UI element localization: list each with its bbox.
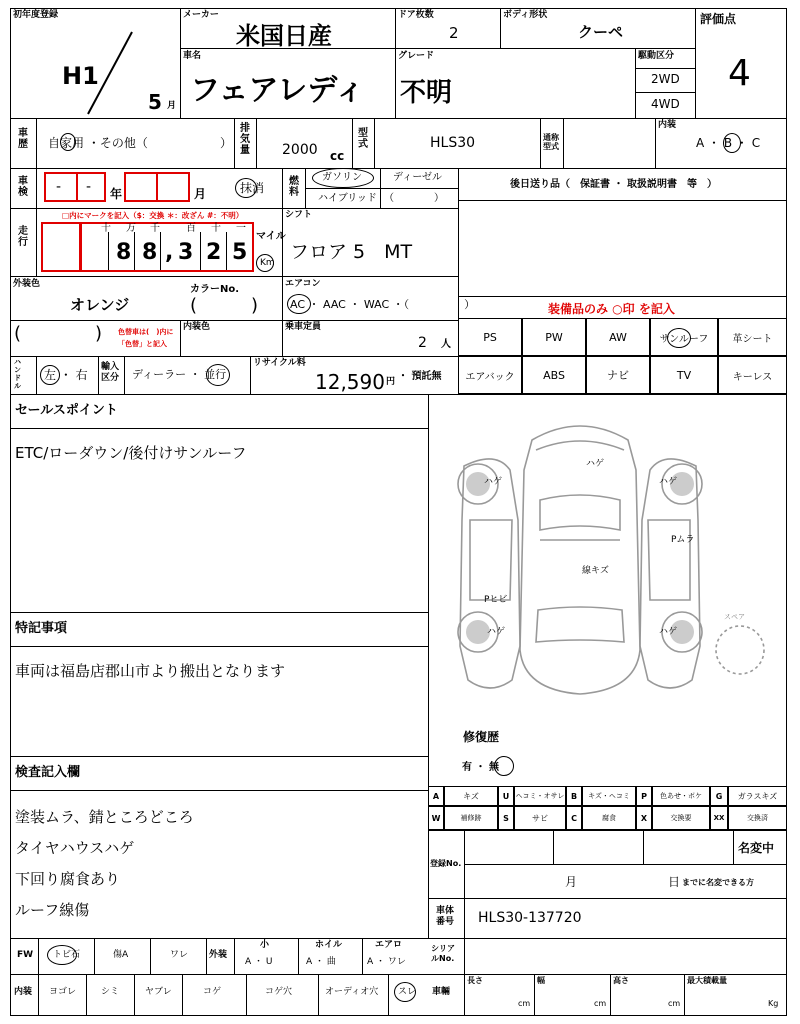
legend-xx (710, 806, 728, 830)
sales-point: ETC/ローダウン/後付けサンルーフ (15, 444, 247, 462)
inspection-box-4 (156, 172, 190, 202)
ac-options: AC ・ AAC ・ WAC ・（ ） (290, 298, 476, 311)
legend-xx-val: 交換済 (747, 814, 768, 822)
sales-point-label: セールスポイント (15, 403, 118, 418)
legend-b-val: キズ・ヘコミ (588, 792, 630, 800)
common-model-label: 通称型式 (543, 133, 559, 151)
history-label: 車歴 (18, 128, 28, 150)
damage-senkizu: 線キズ (582, 566, 609, 576)
int-yabure: ヤブレ (145, 987, 172, 997)
bottom-interior-label: 内装 (14, 987, 33, 997)
import: ディーラー ・ 並行 (132, 368, 227, 381)
legend-w-val: 補修跡 (460, 814, 482, 822)
inspector-line-4: ルーフ線傷 (15, 901, 90, 919)
digit-2: 8 (142, 240, 158, 265)
legend-g (710, 786, 728, 806)
reg-no-label: 登録No. (430, 859, 462, 868)
displacement-label: 排気量 (240, 123, 250, 156)
first-reg-era: H1 (62, 62, 99, 90)
width-cm: cm (594, 999, 607, 1008)
damage-hage-br: ハゲ (659, 627, 678, 637)
shift-label: シフト (285, 210, 313, 220)
ext-small: 小 (260, 940, 270, 950)
legend-s-val: サビ (532, 813, 548, 823)
deposit: ・ 預託無 (398, 371, 442, 382)
first-reg-label: 初年度登録 (13, 10, 59, 20)
year-unit: 年 (110, 187, 123, 201)
import-label: 輸入区分 (101, 362, 120, 383)
damage-p-mura: Pムラ (671, 535, 695, 545)
equip-keyless (718, 356, 787, 394)
legend-c (566, 806, 582, 830)
ext-wheel: ホイル (315, 940, 343, 950)
spare-label: スペア (724, 613, 745, 621)
inspector-line-1: 塗装ムラ、錆ところどころ (15, 808, 194, 826)
legend-b-key: B (570, 791, 578, 801)
length-cm: cm (518, 999, 531, 1008)
fuel-other: （ ） (384, 193, 444, 204)
grade-score: 4 (728, 53, 751, 94)
reg-deadline: までに名変できる方 (682, 878, 754, 887)
unit-hyaku: 百 (186, 223, 196, 234)
equip-airbag-label: エアバック (465, 371, 515, 383)
recycle: 12,590 (315, 370, 385, 394)
fw-label: FW (17, 950, 34, 960)
damage-hage-left: ハゲ (484, 477, 503, 487)
sunroof-circle (667, 328, 691, 348)
fw-ware: ワレ (170, 950, 189, 960)
body-type: クーペ (578, 23, 624, 41)
legend-p-desc (652, 786, 710, 806)
paren-open: ( (14, 323, 22, 344)
ext-aero-opts: A ・ ワレ (367, 957, 406, 967)
equip-aw-label: AW (609, 330, 627, 344)
digit-4: 2 (206, 240, 222, 265)
legend-s-desc (514, 806, 566, 830)
capacity: 2 (418, 335, 427, 351)
doors: 2 (449, 24, 459, 42)
legend-c-key: C (571, 813, 577, 823)
damage-hage-top: ハゲ (586, 459, 605, 469)
ext-color-label: 外装色 (13, 279, 41, 289)
legend-w-desc (444, 806, 498, 830)
capacity-unit: 人 (441, 339, 451, 350)
damage-p-hibi: Pヒビ (484, 595, 508, 605)
legend-s (498, 806, 514, 830)
mileage-box-outer (41, 222, 81, 272)
documents: 後日送り品（ 保証書 ・ 取扱説明書 等 ） (510, 179, 717, 190)
legend-x-val: 交換要 (670, 814, 692, 822)
legend-a (428, 786, 444, 806)
inspection-box-3 (124, 172, 158, 202)
equipment-header: 装備品のみ ○印 を記入 (548, 302, 675, 316)
drive-label: 駆動区分 (638, 51, 675, 61)
mileage-label: 走行 (18, 226, 28, 248)
legend-p (636, 786, 652, 806)
handle: 左 ・ 右 (44, 368, 88, 382)
damage-hage-bl: ハゲ (487, 627, 506, 637)
recycle-unit: 円 (386, 377, 396, 387)
exterior-label: 外装 (209, 950, 228, 960)
legend-u-val: ヘコミ・オサレ (515, 792, 565, 800)
int-color-label: 内装色 (183, 322, 211, 332)
capacity-label: 乗車定員 (285, 322, 322, 332)
recycle-label: リサイクル料 (253, 358, 306, 368)
equip-leather (718, 318, 787, 356)
maker-label: メーカー (183, 10, 219, 20)
maker: 米国日産 (236, 22, 332, 50)
trim-label: グレード (398, 51, 435, 61)
serial-label: シリアルNo. (431, 944, 455, 963)
equip-abs (522, 356, 586, 394)
month-unit: 月 (167, 101, 177, 111)
drive-4wd: 4WD (651, 97, 680, 111)
legend-g-val: ガラスキズ (737, 791, 778, 801)
km-label: Km (260, 258, 275, 268)
legend-b-desc (582, 786, 636, 806)
color-no-label: カラーNo. (190, 284, 240, 295)
inspection-dash-2: - (86, 179, 92, 195)
trim: 不明 (400, 78, 453, 108)
legend-b (566, 786, 582, 806)
unit-sen: 千 (150, 223, 160, 234)
legend-u (498, 786, 514, 806)
repair-label: 修復歴 (463, 730, 500, 744)
length-label: 長さ (467, 976, 483, 985)
int-koge: コゲ (203, 987, 222, 997)
equip-tv-label: TV (676, 368, 692, 382)
ext-color: オレンジ (70, 296, 130, 314)
legend-p-key: P (641, 791, 647, 801)
fuel-circle (312, 168, 374, 188)
dims-label: 車輛 (432, 987, 451, 997)
displacement-unit: cc (330, 149, 345, 163)
legend-g-key: G (715, 791, 723, 801)
legend-u-key: U (502, 791, 510, 801)
ext-aero: エアロ (375, 940, 403, 950)
height-label: 高さ (613, 976, 629, 985)
equip-ps-label: PS (483, 330, 497, 344)
chassis: HLS30-137720 (478, 910, 582, 926)
handle-label: ハンドル (14, 358, 21, 390)
equip-aw (586, 318, 650, 356)
legend-x-desc (652, 806, 710, 830)
height-cm: cm (668, 999, 681, 1008)
diagonal-slash (80, 28, 140, 118)
fw-tobiishi: トビ石 (53, 950, 81, 960)
shift: フロア 5 MT (290, 241, 413, 263)
car-diagram (440, 410, 780, 710)
ext-small-opts: A ・ U (245, 957, 273, 967)
km-circle (256, 254, 274, 272)
fuel-diesel: ディーゼル (393, 172, 442, 183)
damage-hage-right: ハゲ (659, 477, 678, 487)
int-audio-ana: オーディオ穴 (325, 987, 379, 997)
repair-circle (494, 756, 514, 776)
displacement: 2000 (282, 142, 318, 158)
special-label: 特記事項 (15, 621, 68, 636)
inspector-line-2: タイヤハウスハゲ (15, 839, 135, 857)
unit-man: 万 (126, 223, 136, 234)
expired: 抹消 (240, 181, 265, 195)
load-kg: Kg (768, 999, 779, 1008)
interior-label: 内装 (658, 120, 677, 130)
interior-grades: A ・ B ・ C (696, 136, 761, 150)
load-label: 最大積載量 (687, 976, 727, 985)
history-text: 自家用 ・その他（ (48, 136, 148, 150)
equip-airbag (458, 356, 522, 394)
legend-w-key: W (431, 813, 441, 823)
legend-c-desc (582, 806, 636, 830)
digit-3: 3 (178, 240, 194, 265)
digit-comma: , (165, 240, 174, 265)
legend-u-desc (514, 786, 566, 806)
int-yogore: ヨゴレ (49, 987, 77, 997)
legend-a-val: キズ (463, 791, 479, 801)
fuel-gasoline: ガソリン (322, 172, 362, 183)
ac-circle (287, 294, 311, 314)
grade-label: 評価点 (700, 12, 737, 26)
legend-xx-key: XX (713, 814, 725, 822)
reg-day: 日 (668, 875, 681, 889)
model-label: 型式 (358, 128, 368, 150)
fuel-label: 燃料 (289, 176, 299, 198)
fw-tobiishi-circle (47, 945, 77, 965)
color-no: ( ) (190, 295, 259, 316)
month-unit-2: 月 (194, 187, 207, 201)
first-reg-month: 5 (148, 90, 162, 114)
expired-circle (235, 178, 257, 198)
import-circle (206, 364, 230, 386)
model: HLS30 (430, 135, 476, 151)
ac-label: エアコン (285, 279, 321, 289)
equip-navi (586, 356, 650, 394)
mileage-note: □内にマークを記入（$：交換 ＊：改ざん #：不明） (62, 211, 244, 220)
equip-pw (522, 318, 586, 356)
inspector-line-3: 下回り腐食あり (15, 870, 121, 888)
equip-pw-label: PW (545, 330, 563, 344)
inspector-label: 検査記入欄 (15, 765, 81, 780)
fw-kizu-a: 傷A (113, 950, 129, 960)
digit-1: 8 (116, 240, 132, 265)
color-change-note: 色替車は( )内に「色替」と記入 (118, 328, 174, 348)
mile-label: マイル (256, 231, 286, 242)
int-koge-ana: コゲ穴 (265, 987, 293, 997)
ext-wheel-opts: A ・ 曲 (306, 957, 336, 967)
width-label: 幅 (537, 976, 545, 985)
equip-tv (650, 356, 718, 394)
paren-close: ) (95, 323, 103, 344)
legend-xx-desc (728, 806, 787, 830)
equip-navi-label: ナビ (607, 369, 629, 382)
int-sure-circle (394, 982, 416, 1002)
fuel-hybrid: ハイブリッド (318, 193, 377, 204)
legend-c-val: 腐食 (602, 814, 616, 822)
int-sure: スレ (398, 987, 417, 997)
digit-5: 5 (232, 240, 248, 265)
legend-x (636, 806, 652, 830)
car-name: フェアレディ (190, 73, 365, 108)
legend-p-val: 色あせ・ボケ (660, 792, 702, 800)
int-shimi: シミ (101, 987, 120, 997)
history-circle (60, 133, 76, 151)
reg-month: 月 (565, 875, 578, 889)
interior-circle (723, 133, 741, 153)
unit-ichi: 一 (236, 223, 246, 234)
equip-leather-label: 革シート (732, 333, 773, 345)
legend-x-key: X (640, 813, 648, 823)
equip-keyless-label: キーレス (732, 371, 773, 383)
legend-w (428, 806, 444, 830)
body-label: ボディ形状 (503, 10, 548, 20)
equip-sunroof-label: サンルーフ (659, 333, 709, 345)
drive-2wd: 2WD (651, 72, 680, 86)
legend-a-desc (444, 786, 498, 806)
special: 車両は福島店郡山市より搬出となります (15, 662, 286, 680)
inspection-dash-1: - (56, 179, 62, 195)
unit-ju-man: 十 (101, 223, 111, 234)
chassis-label: 車体番号 (436, 906, 455, 927)
legend-g-desc (728, 786, 787, 806)
unit-ju: 十 (211, 223, 221, 234)
inspection-label: 車検 (18, 176, 28, 198)
equip-ps (458, 318, 522, 356)
name-label: 車名 (183, 51, 202, 61)
history-close: ） (220, 136, 233, 150)
name-change: 名変中 (738, 841, 775, 855)
doors-label: ドア枚数 (398, 10, 434, 20)
legend-s-key: S (503, 813, 509, 823)
handle-circle (40, 365, 60, 385)
equip-abs-label: ABS (543, 368, 565, 382)
repair-options: 有 ・ 無 (462, 762, 499, 773)
legend-a-key: A (432, 791, 440, 801)
